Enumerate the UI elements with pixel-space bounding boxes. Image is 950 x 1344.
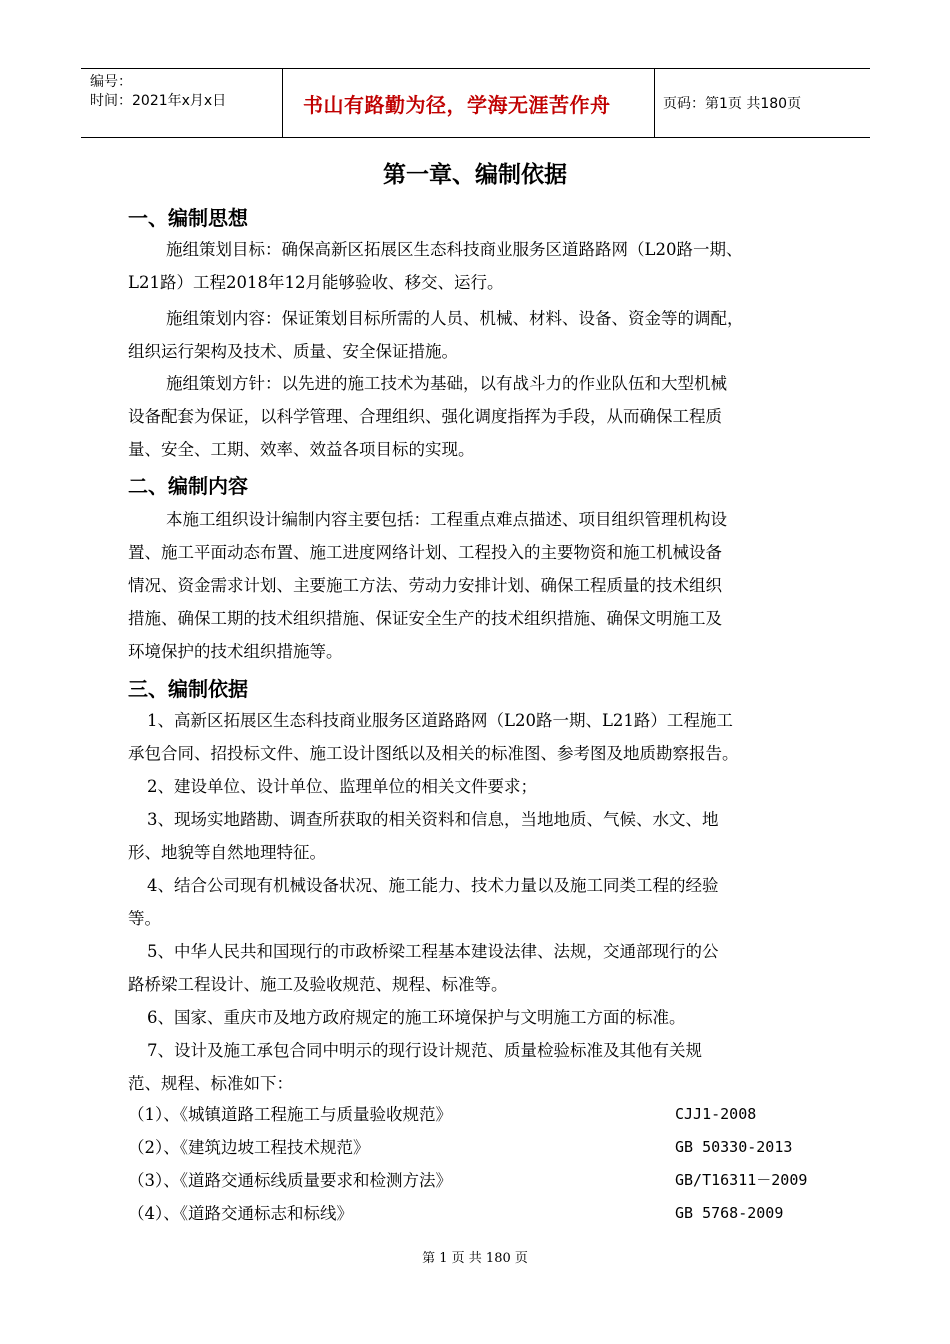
standard-name: （3）、《道路交通标线质量要求和检测方法》 — [128, 1171, 452, 1190]
chapter-title: 第一章、编制依据 — [383, 162, 567, 188]
paragraph-line: 情况、资金需求计划、主要施工方法、劳动力安排计划、确保工程质量的技术组织 — [128, 576, 722, 595]
paragraph-policy — [128, 367, 828, 466]
standard-code: GB/T16311－2009 — [675, 1171, 808, 1189]
standard-row — [128, 1164, 828, 1197]
paragraph-line: 等。 — [128, 909, 161, 928]
paragraph-line: L21路）工程2018年12月能够验收、移交、运行。 — [128, 273, 504, 292]
paragraph-line: 量、安全、工期、效率、效益各项目标的实现。 — [128, 440, 475, 459]
paragraph-line: 承包合同、招投标文件、施工设计图纸以及相关的标准图、参考图及地质勘察报告。 — [128, 744, 739, 763]
number-label: 编号： — [90, 74, 132, 90]
basis-item-3 — [128, 803, 828, 869]
paragraph-line: 本施工组织设计编制内容主要包括：工程重点难点描述、项目组织管理机构设 — [166, 510, 727, 529]
paragraph-line: 路桥梁工程设计、施工及验收规范、规程、标准等。 — [128, 975, 508, 994]
basis-item-7 — [128, 1034, 828, 1100]
section-title-3: 三、编制依据 — [128, 677, 248, 701]
paragraph-line: 施组策划方针：以先进的施工技术为基础，以有战斗力的作业队伍和大型机械 — [166, 374, 727, 393]
header-meta — [81, 69, 282, 137]
header-motto: 书山有路勤为径，学海无涯苦作舟 — [282, 69, 655, 137]
paragraph-line: 措施、确保工期的技术组织措施、保证安全生产的技术组织措施、确保文明施工及 — [128, 609, 722, 628]
paragraph-line: 1、高新区拓展区生态科技商业服务区道路路网（L20路一期、L21路）工程施工 — [147, 711, 733, 730]
paragraph-line: 设备配套为保证，以科学管理、合理组织、强化调度指挥为手段，从而确保工程质 — [128, 407, 722, 426]
standard-name: （2）、《建筑边坡工程技术规范》 — [128, 1138, 370, 1157]
paragraph-goal — [128, 233, 828, 299]
section-title-2: 二、编制内容 — [128, 474, 248, 498]
standard-name: （1）、《城镇道路工程施工与质量验收规范》 — [128, 1105, 452, 1124]
paragraph-line: 7、设计及施工承包合同中明示的现行设计规范、质量检验标准及其他有关规 — [147, 1041, 702, 1060]
paragraph-line: 4、结合公司现有机械设备状况、施工能力、技术力量以及施工同类工程的经验 — [147, 876, 719, 895]
standard-row — [128, 1098, 828, 1131]
standard-code: GB 50330-2013 — [675, 1138, 793, 1156]
paragraph-scope — [128, 503, 828, 668]
paragraph-content — [128, 302, 828, 368]
paragraph-line: 施组策划内容：保证策划目标所需的人员、机械、材料、设备、资金等的调配， — [166, 309, 744, 328]
paragraph-line: 3、现场实地踏勘、调查所获取的相关资料和信息，当地地质、气候、水文、地 — [147, 810, 719, 829]
standard-name: （4）、《道路交通标志和标线》 — [128, 1204, 353, 1223]
paragraph-line: 施组策划目标：确保高新区拓展区生态科技商业服务区道路路网（L20路一期、 — [166, 240, 743, 259]
date-label: 时间：2021年x月x日 — [90, 93, 227, 109]
paragraph-line: 环境保护的技术组织措施等。 — [128, 642, 343, 661]
standard-row — [128, 1131, 828, 1164]
document-header — [81, 68, 870, 138]
section-title-1: 一、编制思想 — [128, 206, 248, 230]
basis-item-5 — [128, 935, 828, 1001]
paragraph-line: 形、地貌等自然地理特征。 — [128, 843, 326, 862]
basis-item-4 — [128, 869, 828, 935]
standard-row — [128, 1197, 828, 1230]
basis-item-1 — [128, 704, 828, 770]
paragraph-line: 组织运行架构及技术、质量、安全保证措施。 — [128, 342, 458, 361]
paragraph-line: 置、施工平面动态布置、施工进度网络计划、工程投入的主要物资和施工机械设备 — [128, 543, 722, 562]
paragraph-line: 范、规程、标准如下： — [128, 1074, 293, 1093]
paragraph-line: 2、建设单位、设计单位、监理单位的相关文件要求； — [147, 777, 537, 796]
paragraph-line: 6、国家、重庆市及地方政府规定的施工环境保护与文明施工方面的标准。 — [147, 1008, 686, 1027]
standard-code: GB 5768-2009 — [675, 1204, 784, 1222]
basis-item-2 — [128, 770, 828, 803]
paragraph-line: 5、中华人民共和国现行的市政桥梁工程基本建设法律、法规，交通部现行的公 — [147, 942, 719, 961]
page-footer: 第 1 页 共 180 页 — [422, 1251, 528, 1266]
basis-item-6 — [128, 1001, 828, 1034]
standard-code: CJJ1-2008 — [675, 1105, 757, 1123]
header-page-label: 页码：第1页 共180页 — [663, 96, 802, 112]
